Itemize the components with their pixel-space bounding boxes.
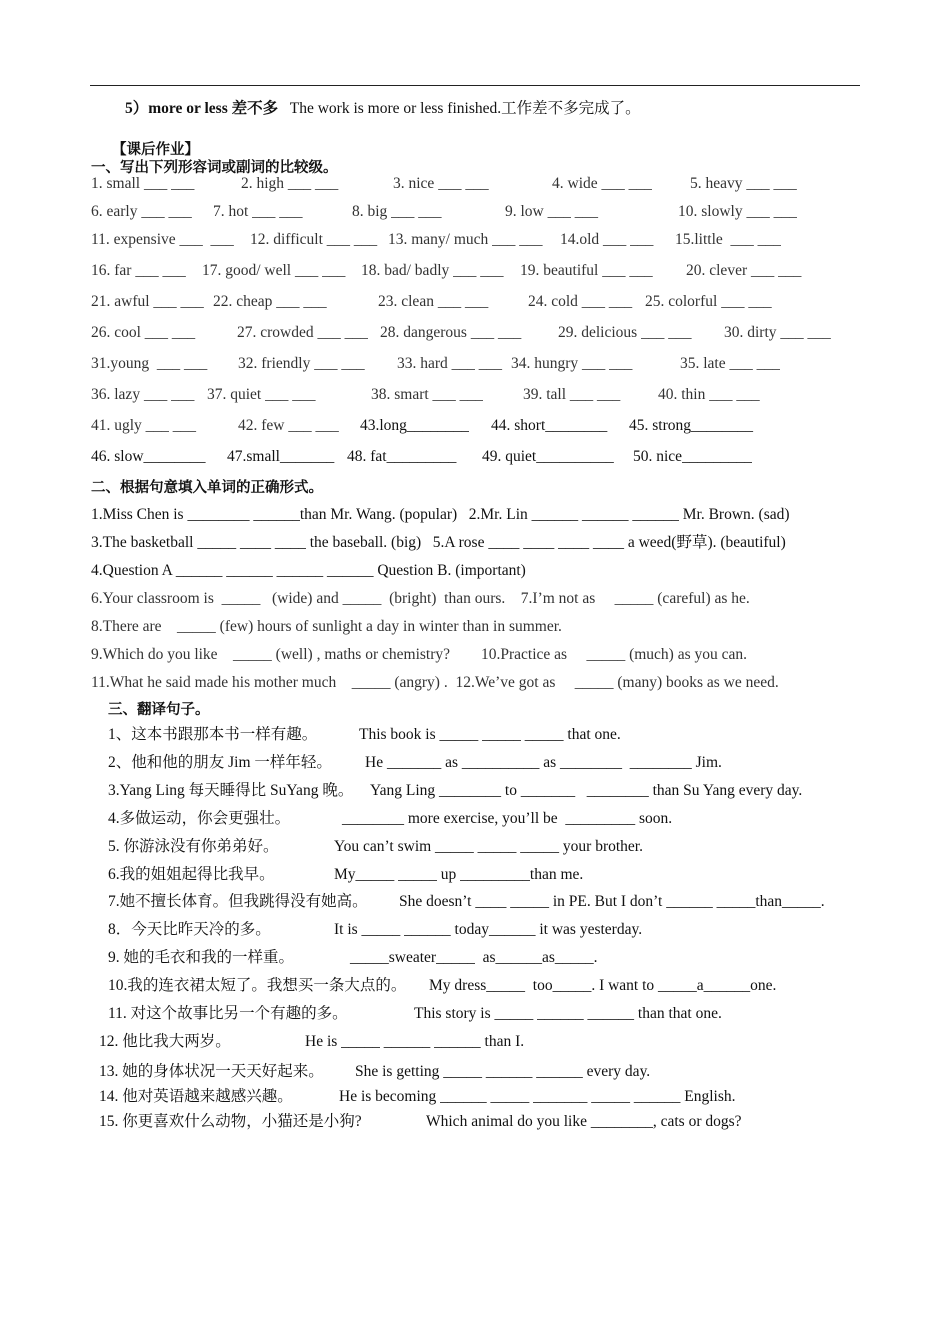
s3-en: She is getting _____ ______ ______ every day. [355,1063,651,1080]
s3-zh: 1、这本书跟那本书一样有趣。 [108,726,318,743]
s1-item: 41. ugly ___ ___ [91,417,197,434]
s3-zh: 5. 你游泳没有你弟弟好。 [108,838,279,855]
s3-en: He _______ as __________ as ________ ________ Jim. [365,754,722,771]
s1-item: 48. fat_________ [347,448,457,465]
s1-item: 40. thin ___ ___ [658,386,760,403]
s3-zh: 15. 你更喜欢什么动物，小猫还是小狗? [99,1113,362,1130]
s1-item: 8. big ___ ___ [352,203,442,220]
s1-item: 35. late ___ ___ [680,355,780,372]
s1-item: 43.long________ [360,417,469,434]
s3-en: ________ more exercise, you’ll be _________ soon. [342,810,673,827]
s3-zh: 12. 他比我大两岁。 [99,1033,231,1050]
s2-line: 8.There are _____ (few) hours of sunlight a day in winter than in summer. [91,618,562,635]
s1-item: 7. hot ___ ___ [213,203,303,220]
s1-item: 22. cheap ___ ___ [213,293,327,310]
note-label: 5）more or less 差不多 [125,100,279,117]
s1-item: 31.young ___ ___ [91,355,208,372]
s3-en: He is _____ ______ ______ than I. [305,1033,525,1050]
s2-line: 3.The basketball _____ ____ ____ the baseball. (big) 5.A rose ____ ____ ____ ____ a weed(野草). (beautiful) [91,534,786,551]
section-3-title: 三、翻译句子。 [108,702,210,718]
s1-item: 25. colorful ___ ___ [645,293,772,310]
s1-item: 3. nice ___ ___ [393,175,489,192]
s1-item: 10. slowly ___ ___ [678,203,797,220]
s3-en: This story is _____ ______ ______ than that one. [414,1005,722,1022]
s1-item: 12. difficult ___ ___ [250,231,378,248]
s3-en: Which animal do you like ________, cats or dogs? [426,1113,742,1130]
s3-en: He is becoming ______ _____ _______ _____ ______ English. [339,1088,736,1105]
s1-item: 28. dangerous ___ ___ [380,324,522,341]
homework-title: 【课后作业】 [112,142,199,158]
s1-item: 32. friendly ___ ___ [238,355,365,372]
s1-item: 21. awful ___ ___ [91,293,204,310]
s1-item: 49. quiet__________ [482,448,614,465]
s1-item: 50. nice_________ [633,448,752,465]
s3-en: You can’t swim _____ _____ _____ your brother. [334,838,643,855]
s3-en: My_____ _____ up _________than me. [334,866,584,883]
s1-item: 27. crowded ___ ___ [237,324,368,341]
s1-item: 20. clever ___ ___ [686,262,802,279]
s3-zh: 4.多做运动，你会更强壮。 [108,810,291,827]
s2-line: 6.Your classroom is _____ (wide) and _____ (bright) than ours. 7.I’m not as _____ (careful) as he. [91,590,750,607]
s1-item: 38. smart ___ ___ [371,386,483,403]
s1-item: 37. quiet ___ ___ [207,386,316,403]
s3-zh: 11. 对这个故事比另一个有趣的多。 [108,1005,348,1022]
s3-en: This book is _____ _____ _____ that one. [359,726,621,743]
s1-item: 29. delicious ___ ___ [558,324,692,341]
s2-line: 1.Miss Chen is ________ ______than Mr. Wang. (popular) 2.Mr. Lin ______ ______ ______ Mr. Brown. (sad) [91,506,790,523]
s1-item: 14.old ___ ___ [560,231,654,248]
s1-item: 9. low ___ ___ [505,203,598,220]
s3-zh: 8．今天比昨天冷的多。 [108,921,271,938]
s3-en: Yang Ling ________ to _______ ________ than Su Yang every day. [370,782,803,799]
s1-item: 36. lazy ___ ___ [91,386,195,403]
s1-item: 1. small ___ ___ [91,175,195,192]
note-line [125,100,641,118]
s1-item: 17. good/ well ___ ___ [202,262,346,279]
s2-line: 11.What he said made his mother much _____ (angry) . 12.We’ve got as _____ (many) books as we need. [91,674,779,691]
s3-zh: 3.Yang Ling 每天睡得比 SuYang 晚。 [108,782,354,799]
s1-item: 6. early ___ ___ [91,203,192,220]
s1-item: 47.small_______ [227,448,335,465]
s3-en: _____sweater_____ as______as_____. [350,949,598,966]
s1-item: 44. short________ [491,417,608,434]
s1-item: 16. far ___ ___ [91,262,186,279]
s2-line: 4.Question A ______ ______ ______ ______ Question B. (important) [91,562,526,579]
s1-item: 30. dirty ___ ___ [724,324,831,341]
s1-item: 34. hungry ___ ___ [511,355,633,372]
s3-en: My dress_____ too_____. I want to _____a______one. [429,977,777,994]
s1-item: 11. expensive ___ ___ [91,231,234,248]
s1-item: 4. wide ___ ___ [552,175,652,192]
s1-item: 42. few ___ ___ [238,417,339,434]
s1-item: 24. cold ___ ___ [528,293,633,310]
s1-item: 26. cool ___ ___ [91,324,196,341]
s1-item: 39. tall ___ ___ [523,386,621,403]
s1-item: 5. heavy ___ ___ [690,175,797,192]
s3-zh: 9. 她的毛衣和我的一样重。 [108,949,295,966]
s3-zh: 14. 他对英语越来越感兴趣。 [99,1088,293,1105]
note-text: The work is more or less finished.工作差不多完成了。 [289,100,641,117]
s1-item: 45. strong________ [629,417,753,434]
section-1-title: 一、写出下列形容词或副词的比较级。 [91,160,338,176]
s3-zh: 6.我的姐姐起得比我早。 [108,866,275,883]
s3-zh: 13. 她的身体状况一天天好起来。 [99,1063,324,1080]
s1-item: 15.little ___ ___ [675,231,781,248]
s1-item: 46. slow________ [91,448,206,465]
s1-item: 2. high ___ ___ [241,175,339,192]
s3-en: She doesn’t ____ _____ in PE. But I don’t ______ _____than_____. [399,893,825,910]
s1-item: 19. beautiful ___ ___ [520,262,653,279]
s2-line: 9.Which do you like _____ (well) , maths or chemistry? 10.Practice as _____ (much) as you can. [91,646,748,663]
s3-zh: 2、他和他的朋友 Jim 一样年轻。 [108,754,332,771]
s1-item: 13. many/ much ___ ___ [388,231,543,248]
s3-zh: 7.她不擅长体育。但我跳得没有她高。 [108,893,368,910]
s1-item: 33. hard ___ ___ [397,355,503,372]
section-2-title: 二、根据句意填入单词的正确形式。 [91,480,323,496]
s1-item: 23. clean ___ ___ [378,293,489,310]
s3-en: It is _____ ______ today______ it was yesterday. [334,921,643,938]
s1-item: 18. bad/ badly ___ ___ [361,262,504,279]
header-rule [90,85,860,86]
s3-zh: 10.我的连衣裙太短了。我想买一条大点的。 [108,977,407,994]
